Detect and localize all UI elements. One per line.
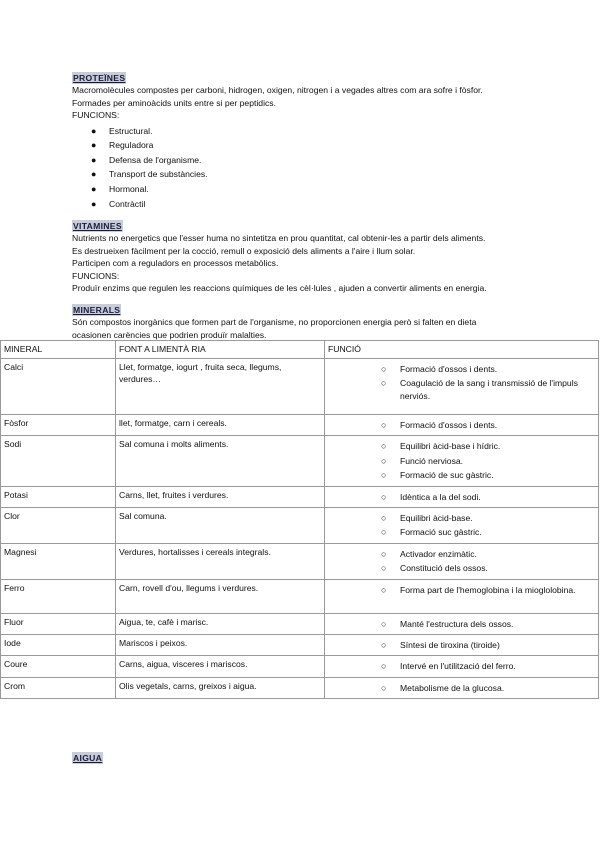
- vitamines-funcions-label: FUNCIONS:: [72, 270, 120, 281]
- circle-bullet-icon: ○: [381, 491, 387, 502]
- cell-funcio: [325, 613, 599, 634]
- minerals-text-1: Són compostos inorgànics que formen part de l'organisme, no proporcionen energia però si falten en dieta: [72, 317, 477, 328]
- list-item: ○ Equilibri àcid-base.: [381, 513, 473, 524]
- section-proteines: [72, 72, 572, 211]
- vitamines-text-1: Nutrients no energetics que l'esser huma no sintetitza en prou quantitat, cal obtenir-les a partir dels aliments.: [72, 233, 486, 244]
- circle-bullet-icon: ○: [381, 513, 387, 524]
- minerals-text-2: ocasionen carències que podrien produïr malalties.: [72, 329, 267, 340]
- bullet-icon: ●: [91, 198, 97, 209]
- cell-funcio: [325, 415, 599, 436]
- cell-mineral: Iode: [1, 635, 116, 656]
- cell-font: Olis vegetals, carns, greixos i aigua.: [116, 677, 325, 698]
- cell-funcio: [325, 359, 599, 415]
- cell-funcio: [325, 656, 599, 677]
- cell-mineral: Magnesi: [1, 543, 116, 579]
- circle-bullet-icon: ○: [381, 470, 387, 481]
- cell-funcio: [325, 508, 599, 544]
- bullet-icon: ●: [91, 140, 97, 151]
- cell-font: Mariscos i peixos.: [116, 635, 325, 656]
- proteines-text-2: Formades per aminoàcids units entre si per peptidics.: [72, 97, 276, 108]
- heading-proteines: PROTEÏNES: [73, 73, 126, 83]
- vitamines-text-5: Produïr enzims que regulen les reaccions químiques de les cèl·lules , ajuden a convertir aliments en energia.: [72, 283, 487, 294]
- bullet-icon: ●: [91, 125, 97, 136]
- list-item: ○ Coagulació de la sang i transmissió de l'impuls nerviós.: [381, 378, 578, 401]
- cell-mineral: Crom: [1, 677, 116, 698]
- circle-bullet-icon: ○: [381, 563, 387, 574]
- list-item: ○ Forma part de l'hemoglobina i la mioglolobina.: [381, 584, 576, 595]
- table-row: [1, 543, 599, 579]
- list-item: ○ Formació d'ossos i dents.: [381, 364, 498, 374]
- list-item: ● Hormonal.: [91, 182, 572, 197]
- header-funcio: FUNCIÓ: [325, 341, 599, 359]
- cell-mineral: Ferro: [1, 579, 116, 613]
- funcio-list: [328, 584, 595, 596]
- cell-font: llet, formatge, carn i cereals.: [116, 415, 325, 436]
- list-item: ○ Funció nerviosa.: [381, 455, 464, 466]
- cell-mineral: Sodi: [1, 436, 116, 486]
- proteines-funcions-list: [72, 124, 572, 212]
- cell-mineral: Fòsfor: [1, 415, 116, 436]
- bullet-icon: ●: [91, 169, 97, 180]
- list-item: ● Estructural.: [91, 124, 572, 139]
- section-minerals: [72, 304, 572, 341]
- cell-mineral: Coure: [1, 656, 116, 677]
- circle-bullet-icon: ○: [381, 682, 387, 693]
- cell-font: Verdures, hortalisses i cereals integrals.: [116, 543, 325, 579]
- bullet-icon: ●: [91, 154, 97, 165]
- circle-bullet-icon: ○: [381, 364, 387, 374]
- list-item: ○ Formació de suc gàstric.: [381, 470, 494, 481]
- cell-font: Sal comuna i molts aliments.: [116, 436, 325, 486]
- list-item: ○ Metabolisme de la glucosa.: [381, 682, 505, 693]
- cell-font: Sal comuna.: [116, 508, 325, 544]
- list-item: ○ Activador enzimàtic.: [381, 548, 477, 559]
- cell-funcio: [325, 436, 599, 486]
- cell-funcio: [325, 635, 599, 656]
- circle-bullet-icon: ○: [381, 420, 387, 430]
- list-item: ● Contràctil: [91, 197, 572, 212]
- circle-bullet-icon: ○: [381, 455, 387, 466]
- cell-font: Carn, rovell d'ou, llegums i verdures.: [116, 579, 325, 613]
- cell-font: Carns, llet, fruites i verdures.: [116, 486, 325, 507]
- circle-bullet-icon: ○: [381, 378, 387, 389]
- funcio-list: [328, 491, 595, 503]
- heading-aigua: AIGUA: [73, 753, 103, 763]
- funcio-list: [328, 548, 595, 575]
- header-font: FONT A LIMENTÀ RIA: [116, 341, 325, 359]
- funcio-list: [328, 419, 595, 431]
- table-row: [1, 677, 599, 698]
- vitamines-text-3: Participen com a reguladors en processos metabòlics.: [72, 258, 279, 269]
- cell-funcio: [325, 486, 599, 507]
- list-item: ○ Intervé en l'utilització del ferro.: [381, 661, 516, 672]
- circle-bullet-icon: ○: [381, 640, 387, 651]
- table-row: [1, 635, 599, 656]
- section-vitamines: [72, 220, 572, 294]
- funcio-list: [328, 440, 595, 481]
- cell-mineral: Fluor: [1, 613, 116, 634]
- minerals-table: [0, 340, 599, 699]
- proteines-text-1: Macromolècules compostes per carboni, hidrogen, oxigen, nitrogen i a vegades altres com ara sofre i fòsfor.: [72, 85, 483, 96]
- vitamines-text-2: Es destrueixen fàcilment per la cocció, remull o exposició dels aliments a l'aire i llum solar.: [72, 245, 416, 256]
- cell-funcio: [325, 677, 599, 698]
- section-aigua: [72, 752, 103, 764]
- funcio-list: [328, 660, 595, 672]
- circle-bullet-icon: ○: [381, 584, 387, 595]
- list-item: ○ Síntesi de tiroxina (tiroide): [381, 640, 500, 651]
- table-row: [1, 359, 599, 415]
- funcio-list: [328, 682, 595, 694]
- cell-font: Carns, aigua, visceres i mariscos.: [116, 656, 325, 677]
- table-row: [1, 508, 599, 544]
- list-item: ○ Formació suc gàstric.: [381, 527, 482, 538]
- cell-font: Llet, formatge, iogurt , fruita seca, llegums, verdures…: [116, 359, 325, 415]
- list-item: ● Defensa de l'organisme.: [91, 153, 572, 168]
- cell-funcio: [325, 579, 599, 613]
- heading-vitamines: VITAMINES: [73, 221, 122, 231]
- circle-bullet-icon: ○: [381, 618, 387, 629]
- bullet-icon: ●: [91, 184, 97, 194]
- cell-mineral: Calci: [1, 359, 116, 415]
- list-item: ● Transport de substàncies.: [91, 167, 572, 182]
- table-row: [1, 579, 599, 613]
- table-row: [1, 656, 599, 677]
- list-item: ○ Idèntica a la del sodi.: [381, 491, 481, 502]
- funcio-list: [328, 512, 595, 539]
- funcio-list: [328, 363, 595, 402]
- table-row: [1, 415, 599, 436]
- circle-bullet-icon: ○: [381, 527, 387, 538]
- funcio-list: [328, 618, 595, 630]
- circle-bullet-icon: ○: [381, 548, 387, 559]
- cell-funcio: [325, 543, 599, 579]
- circle-bullet-icon: ○: [381, 441, 387, 452]
- table-row: [1, 613, 599, 634]
- header-mineral: MINERAL: [1, 341, 116, 359]
- table-row: [1, 436, 599, 486]
- list-item: ○ Manté l'estructura dels ossos.: [381, 618, 514, 629]
- list-item: ○ Formació d'ossos i dents.: [381, 420, 498, 430]
- table-row: [1, 486, 599, 507]
- list-item: ○ Equilibri àcid-base i hídric.: [381, 441, 501, 452]
- list-item: ● Reguladora: [91, 138, 572, 153]
- list-item: ○ Constitució dels ossos.: [381, 563, 488, 574]
- cell-mineral: Clor: [1, 508, 116, 544]
- proteines-funcions-label: FUNCIONS:: [72, 110, 120, 121]
- cell-font: Aigua, te, cafè i marisc.: [116, 613, 325, 634]
- cell-mineral: Potasi: [1, 486, 116, 507]
- table-header-row: [1, 341, 599, 359]
- circle-bullet-icon: ○: [381, 661, 387, 672]
- funcio-list: [328, 639, 595, 651]
- heading-minerals: MINERALS: [73, 305, 121, 315]
